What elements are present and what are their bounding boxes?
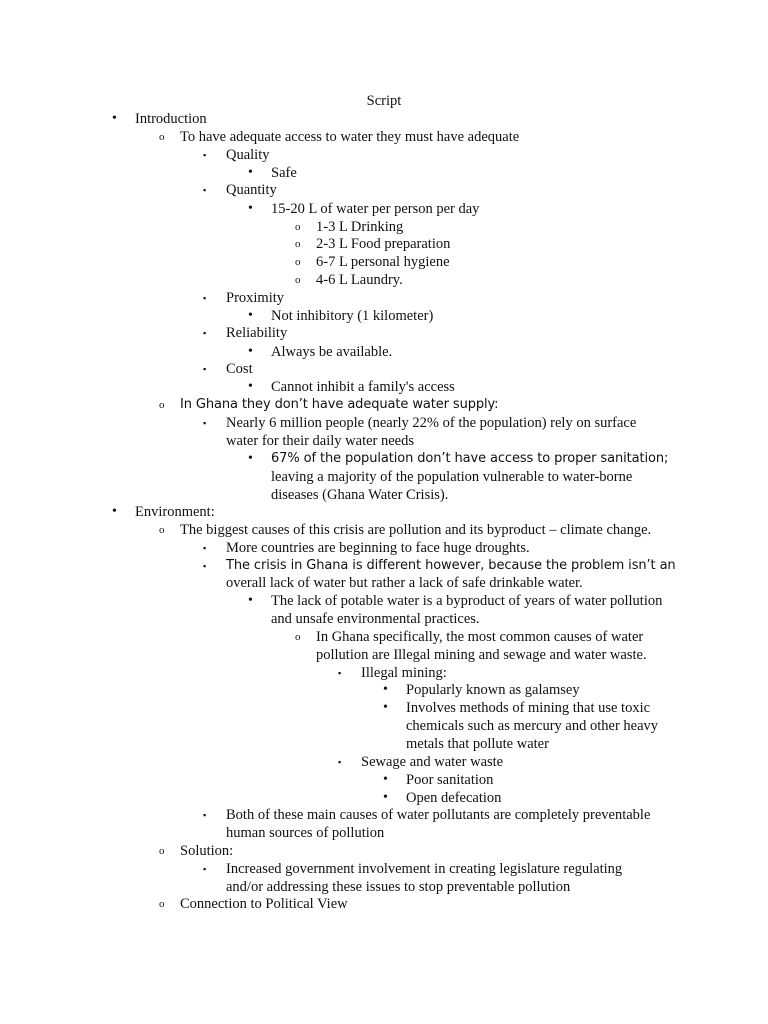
outline-line: human sources of pollution [226,825,385,841]
outline-line: Nearly 6 million people (nearly 22% of the population) rely on surface [226,415,637,431]
square-bullet-marker: ▪ [338,668,342,678]
square-bullet-marker: ▪ [203,150,207,160]
disc-bullet-marker: • [383,790,388,805]
square-bullet-marker: ▪ [203,543,207,553]
outline-line: 15-20 L of water per person per day [271,201,480,217]
disc-bullet-marker: • [383,772,388,787]
outline-line: Popularly known as galamsey [406,682,580,698]
outline-line: Cannot inhibit a family's access [271,379,455,395]
circle-bullet-marker: o [159,524,165,536]
outline-line: Always be available. [271,344,393,360]
disc-bullet-marker: • [248,593,253,608]
square-bullet-marker: ▪ [203,561,207,571]
outline-line: 4-6 L Laundry. [316,272,403,288]
outline-line: Illegal mining: [361,665,447,681]
outline-line: leaving a majority of the population vulnerable to water-borne [271,469,633,485]
outline-line: The crisis in Ghana is different however, because the problem isn’t an [226,558,676,573]
outline-line: metals that pollute water [406,736,549,752]
square-bullet-marker: ▪ [203,328,207,338]
outline-line: Quality [226,147,270,163]
disc-bullet-marker: • [248,165,253,180]
outline-line: Environment: [135,504,215,520]
outline-line: Quantity [226,182,277,198]
disc-bullet-marker: • [383,700,388,715]
circle-bullet-marker: o [159,898,165,910]
outline-line: water for their daily water needs [226,433,415,449]
outline-line: More countries are beginning to face huge droughts. [226,540,530,556]
outline-line: 1-3 L Drinking [316,219,404,235]
document-title: Script [366,93,402,109]
outline-line: Sewage and water waste [361,754,504,770]
outline-line: Reliability [226,325,288,341]
outline-line: To have adequate access to water they must have adequate [180,129,520,145]
outline-line: The lack of potable water is a byproduct of years of water pollution [271,593,663,609]
disc-bullet-marker: • [248,379,253,394]
disc-bullet-marker: • [248,308,253,323]
outline-line: Both of these main causes of water pollutants are completely preventable [226,807,651,823]
square-bullet-marker: ▪ [203,364,207,374]
outline-line: In Ghana they don’t have adequate water supply: [180,397,499,412]
disc-bullet-marker: • [248,451,253,466]
square-bullet-marker: ▪ [203,293,207,303]
outline-line: Safe [271,165,297,181]
circle-bullet-marker: o [295,221,301,233]
square-bullet-marker: ▪ [203,185,207,195]
outline-line: 6-7 L personal hygiene [316,254,450,270]
outline-line: and/or addressing these issues to stop preventable pollution [226,879,571,895]
outline-line: The biggest causes of this crisis are pollution and its byproduct – climate change. [180,522,652,538]
disc-bullet-marker: • [248,344,253,359]
outline-line: Introduction [135,111,207,127]
outline-line: Solution: [180,843,234,859]
outline-line: Involves methods of mining that use toxic [406,700,651,716]
outline-line: Poor sanitation [406,772,494,788]
circle-bullet-marker: o [295,238,301,250]
disc-bullet-marker: • [248,201,253,216]
outline-line: Increased government involvement in creating legislature regulating [226,861,623,877]
outline-line: 2-3 L Food preparation [316,236,451,252]
outline-line: 67% of the population don’t have access to proper sanitation; [271,451,669,466]
square-bullet-marker: ▪ [203,810,207,820]
circle-bullet-marker: o [159,131,165,143]
outline-line: pollution are Illegal mining and sewage and water waste. [316,647,647,663]
disc-bullet-marker: • [112,504,117,519]
circle-bullet-marker: o [159,399,165,411]
outline-line: Cost [226,361,253,377]
square-bullet-marker: ▪ [338,757,342,767]
circle-bullet-marker: o [295,256,301,268]
outline-line: Proximity [226,290,285,306]
outline-line: and unsafe environmental practices. [271,611,480,627]
disc-bullet-marker: • [383,682,388,697]
outline-line: overall lack of water but rather a lack of safe drinkable water. [226,575,583,591]
outline-line: Connection to Political View [180,896,348,912]
outline-line: Open defecation [406,790,502,806]
circle-bullet-marker: o [159,845,165,857]
circle-bullet-marker: o [295,274,301,286]
outline-line: diseases (Ghana Water Crisis). [271,487,449,503]
outline-line: chemicals such as mercury and other heavy [406,718,659,734]
disc-bullet-marker: • [112,111,117,126]
outline-line: In Ghana specifically, the most common causes of water [316,629,644,645]
square-bullet-marker: ▪ [203,418,207,428]
square-bullet-marker: ▪ [203,864,207,874]
circle-bullet-marker: o [295,631,301,643]
outline-line: Not inhibitory (1 kilometer) [271,308,434,324]
